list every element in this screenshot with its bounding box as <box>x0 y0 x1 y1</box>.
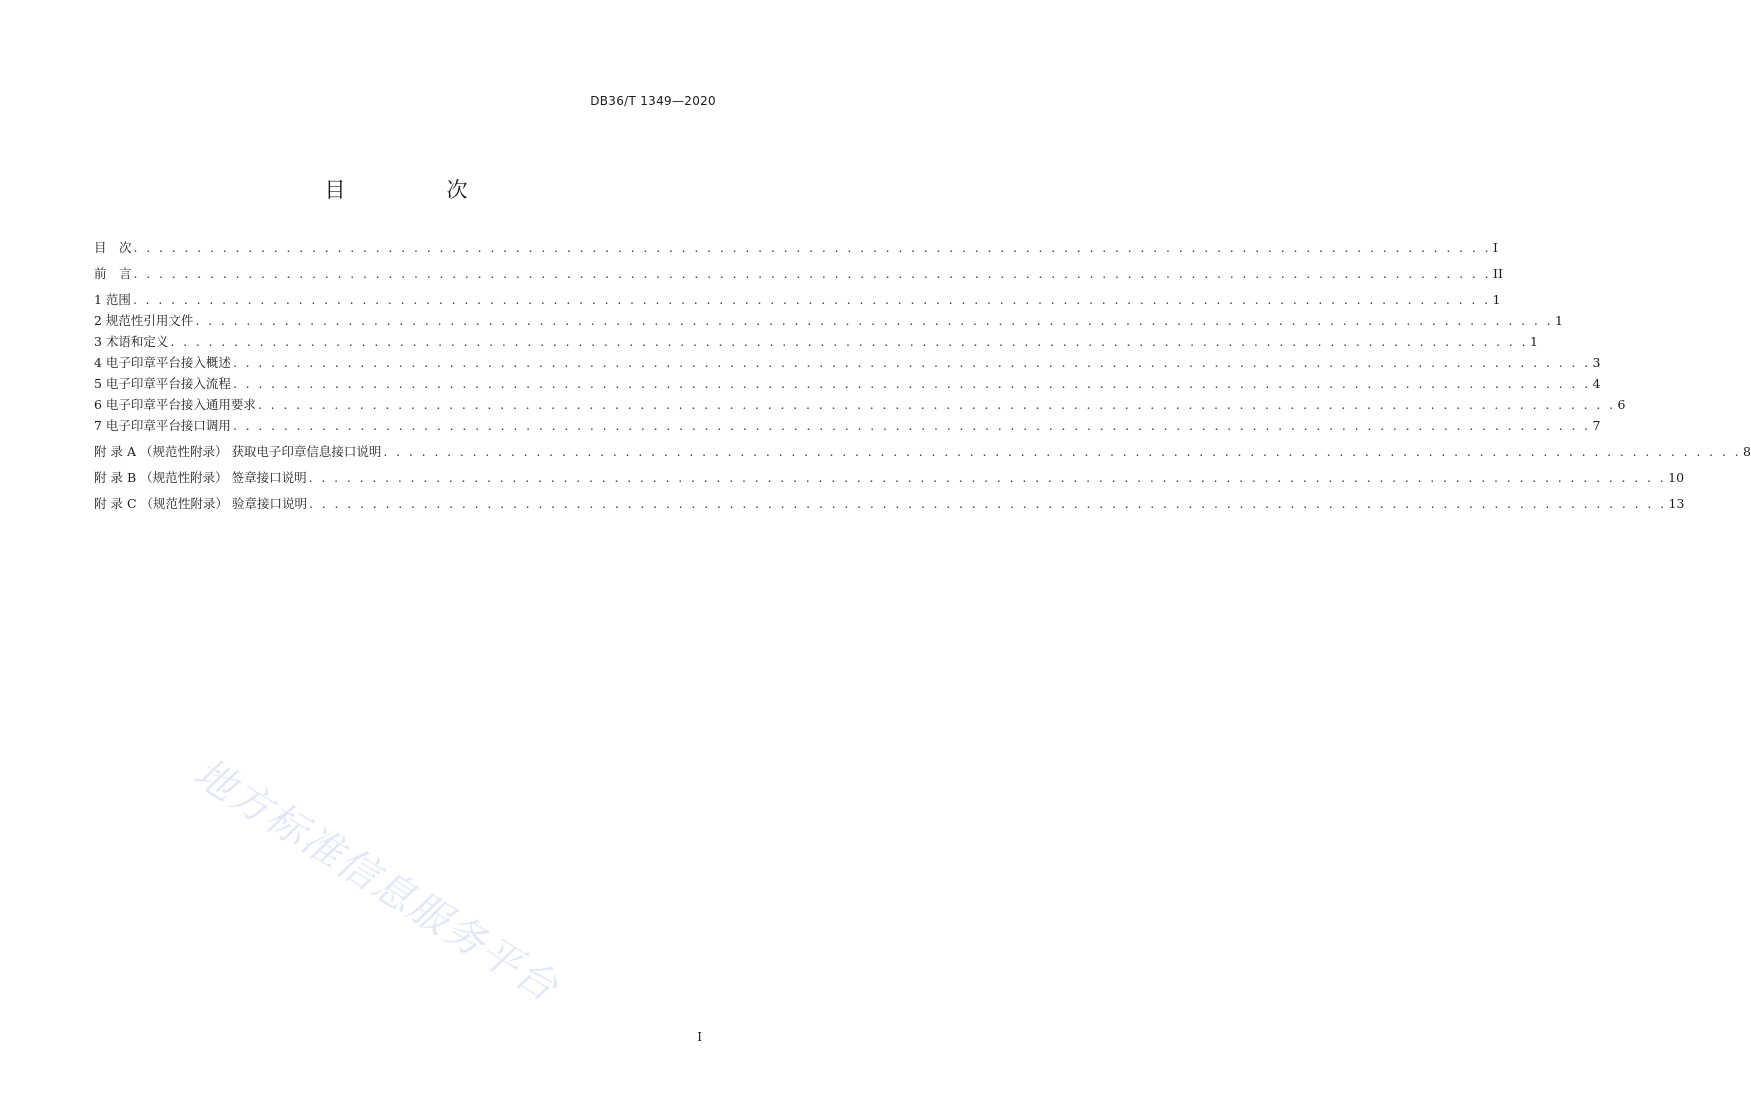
toc-dot-leader: . . . . . . . . . . . . . . . . . . . . . . . . . . . . . . . . . . . . . . . . . . . . . . . . . . . . . . . . . . . . . . . . . . . . . . . . . . . . . . . . . . . . . . . . . . . . . . . . . . . . . . . . . . . <box>232 355 1591 370</box>
toc-entry-appendix-a[interactable] <box>94 442 1751 462</box>
toc-entry-general-requirements[interactable] <box>94 395 1626 415</box>
toc-entry-label: 3 术语和定义 <box>94 334 169 349</box>
toc-entry-page: II <box>1493 266 1503 281</box>
toc-dot-leader: . . . . . . . . . . . . . . . . . . . . . . . . . . . . . . . . . . . . . . . . . . . . . . . . . . . . . . . . . . . . . . . . . . . . . . . . . . . . . . . . . . . . . . . . . . . . . . . . . . . . . . . . . . . <box>308 470 1667 485</box>
toc-entry-foreword[interactable] <box>94 264 1503 284</box>
toc-entry-label: 附 录 A （规范性附录） 获取电子印章信息接口说明 <box>94 444 382 459</box>
watermark: 地方标准信息服务平台 <box>185 749 567 1012</box>
toc-entry-label: 附 录 B （规范性附录） 签章接口说明 <box>94 470 307 485</box>
toc-dot-leader: . . . . . . . . . . . . . . . . . . . . . . . . . . . . . . . . . . . . . . . . . . . . . . . . . . . . . . . . . . . . . . . . . . . . . . . . . . . . . . . . . . . . . . . . . . . . . . . . . . . . . . . . . . . <box>383 444 1741 459</box>
document-code: DB36/T 1349—2020 <box>590 94 716 108</box>
toc-dot-leader: . . . . . . . . . . . . . . . . . . . . . . . . . . . . . . . . . . . . . . . . . . . . . . . . . . . . . . . . . . . . . . . . . . . . . . . . . . . . . . . . . . . . . . . . . . . . . . . . . . . . . . . . . . . <box>232 376 1591 391</box>
toc-title: 目 次 <box>324 178 508 202</box>
toc-entry-contents[interactable] <box>94 238 1498 258</box>
toc-entry-scope[interactable] <box>94 290 1501 310</box>
toc-entry-page: 13 <box>1668 496 1685 511</box>
toc-entry-page: 8 <box>1742 444 1751 459</box>
toc-entry-label: 7 电子印章平台接口调用 <box>94 418 231 433</box>
toc-entry-normative-references[interactable] <box>94 311 1563 331</box>
toc-entry-label: 5 电子印章平台接入流程 <box>94 376 231 391</box>
toc-entry-page: 6 <box>1617 397 1626 412</box>
toc-entry-label: 6 电子印章平台接入通用要求 <box>94 397 256 412</box>
toc-entry-page: 3 <box>1592 355 1601 370</box>
toc-entry-label: 前 言 <box>94 266 132 281</box>
toc-entry-page: 7 <box>1592 418 1601 433</box>
toc-dot-leader: . . . . . . . . . . . . . . . . . . . . . . . . . . . . . . . . . . . . . . . . . . . . . . . . . . . . . . . . . . . . . . . . . . . . . . . . . . . . . . . . . . . . . . . . . . . . . . . . . . . . . . . . . . . <box>257 397 1616 412</box>
toc-dot-leader: . . . . . . . . . . . . . . . . . . . . . . . . . . . . . . . . . . . . . . . . . . . . . . . . . . . . . . . . . . . . . . . . . . . . . . . . . . . . . . . . . . . . . . . . . . . . . . . . . . . . . . . . . . . <box>170 334 1528 349</box>
toc-entry-label: 4 电子印章平台接入概述 <box>94 355 231 370</box>
page-number: I <box>697 1030 702 1044</box>
toc-entry-page: 4 <box>1592 376 1601 391</box>
toc-entry-label: 附 录 C （规范性附录） 验章接口说明 <box>94 496 307 511</box>
toc-dot-leader: . . . . . . . . . . . . . . . . . . . . . . . . . . . . . . . . . . . . . . . . . . . . . . . . . . . . . . . . . . . . . . . . . . . . . . . . . . . . . . . . . . . . . . . . . . . . . . . . . . . . . . . . . . . <box>195 313 1553 328</box>
toc-dot-leader: . . . . . . . . . . . . . . . . . . . . . . . . . . . . . . . . . . . . . . . . . . . . . . . . . . . . . . . . . . . . . . . . . . . . . . . . . . . . . . . . . . . . . . . . . . . . . . . . . . . . . . . . . . . <box>132 292 1491 307</box>
toc-dot-leader: . . . . . . . . . . . . . . . . . . . . . . . . . . . . . . . . . . . . . . . . . . . . . . . . . . . . . . . . . . . . . . . . . . . . . . . . . . . . . . . . . . . . . . . . . . . . . . . . . . . . . . . . . . . <box>232 418 1591 433</box>
toc-entry-terms[interactable] <box>94 332 1538 352</box>
toc-entry-page: 1 <box>1554 313 1563 328</box>
toc-entry-appendix-c[interactable] <box>94 494 1685 514</box>
toc-entry-process[interactable] <box>94 374 1601 394</box>
toc-entry-page: 1 <box>1529 334 1538 349</box>
toc-entry-page: 10 <box>1668 470 1685 485</box>
toc-dot-leader: . . . . . . . . . . . . . . . . . . . . . . . . . . . . . . . . . . . . . . . . . . . . . . . . . . . . . . . . . . . . . . . . . . . . . . . . . . . . . . . . . . . . . . . . . . . . . . . . . . . . . . . . . . . <box>308 496 1667 511</box>
toc-entry-label: 2 规范性引用文件 <box>94 313 194 328</box>
toc-entry-label: 目 次 <box>94 240 132 255</box>
toc-entry-page: 1 <box>1492 292 1501 307</box>
toc-entry-interface-calls[interactable] <box>94 416 1601 436</box>
toc-dot-leader: . . . . . . . . . . . . . . . . . . . . . . . . . . . . . . . . . . . . . . . . . . . . . . . . . . . . . . . . . . . . . . . . . . . . . . . . . . . . . . . . . . . . . . . . . . . . . . . . . . . . . . . . . . . <box>133 266 1492 281</box>
toc-entry-overview[interactable] <box>94 353 1601 373</box>
toc-entry-label: 1 范围 <box>94 292 131 307</box>
toc-entry-page: I <box>1493 240 1498 255</box>
toc-entry-appendix-b[interactable] <box>94 468 1685 488</box>
toc-dot-leader: . . . . . . . . . . . . . . . . . . . . . . . . . . . . . . . . . . . . . . . . . . . . . . . . . . . . . . . . . . . . . . . . . . . . . . . . . . . . . . . . . . . . . . . . . . . . . . . . . . . . . . . . . . . <box>133 240 1492 255</box>
